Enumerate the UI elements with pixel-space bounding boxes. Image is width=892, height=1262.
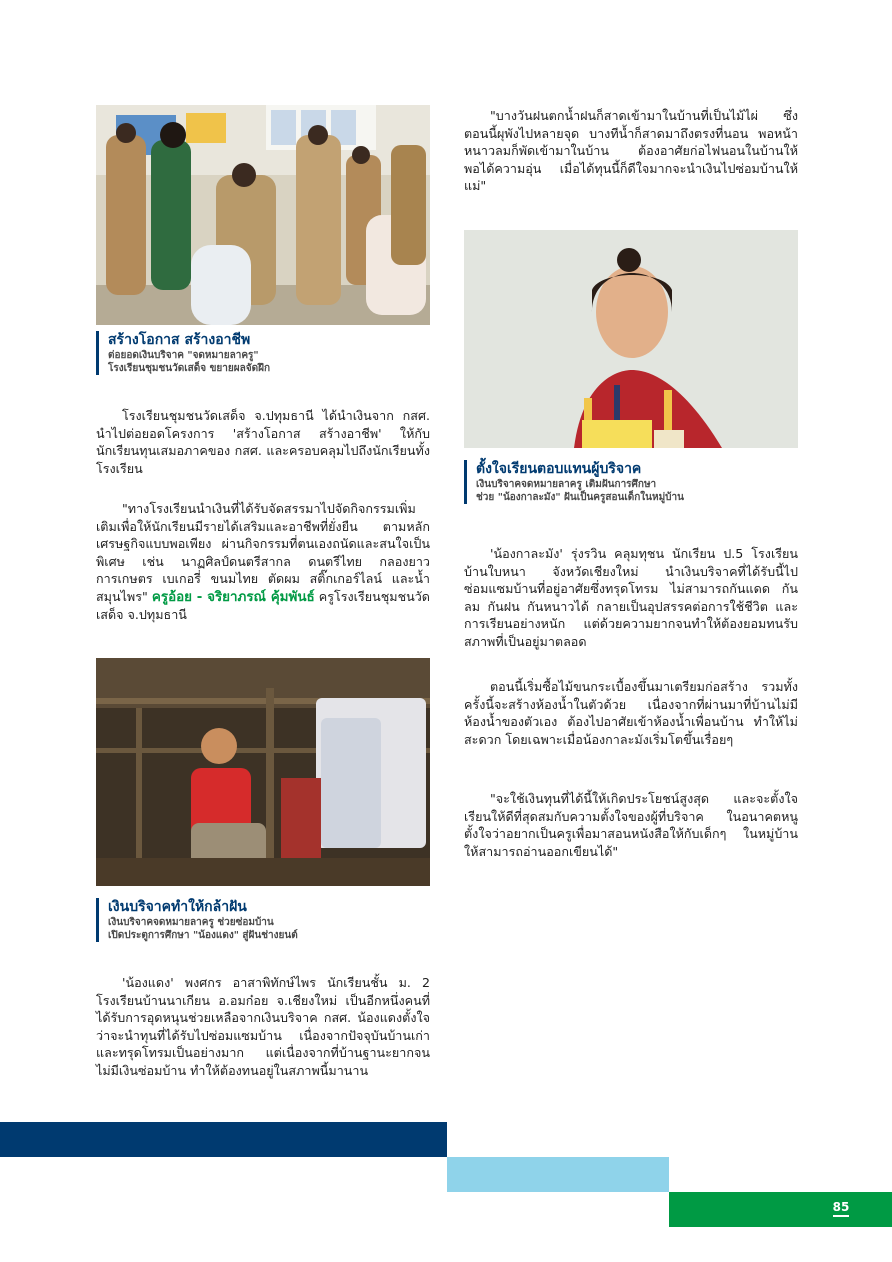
caption-subtitle-line2: ช่วย "น้องกาละมัง" ฝันเป็นครูสอนเด็กในหมู่บ้าน <box>476 492 684 503</box>
paragraph-nong-daeng: 'น้องแดง' พงศกร อาสาพิทักษ์ไพร นักเรียนชั้น ม. 2 โรงเรียนบ้านนาเกียน อ.อมก๋อย จ.เชียงใหม่ เป็นอีกหนึ่งคนที่ได้รับการอุดหนุนช่วยเหลือจากเงินบริจาค กสศ. น้องแดงตั้งใจว่าจะนำทุนที่ได้รับไปซ่อมแซมบ้าน เนื่องจากปัจจุบันบ้านเก่าและทรุดโทรมเป็นอย่างมาก แต่เนื่องจากที่บ้านฐานะยากจนไม่มีเงินซ่อมบ้าน ทำให้ต้องทนอยู่ในสภาพนี้มานาน <box>96 975 430 1078</box>
photo-scouts-haircut <box>96 105 430 325</box>
caption-create-opportunity <box>96 331 430 375</box>
paragraph-nong-kalamang: 'น้องกาละมัง' รุ่งรวิน คลุมทุชน นักเรียน ป.5 โรงเรียนบ้านใบหนา จังหวัดเชียงใหม่ นำเงินบริจาคที่ได้รับนี้ไปซ่อมแซมบ้านที่อยู่อาศัยซึ่งทรุดโทรม ไม่สามารถกันแดด กันลม กันฝน กันหนาวได้ กลายเป็นอุปสรรคต่อการใช้ชีวิต และการเรียนอย่างหนัก แต่ด้วยความยากจนทำให้ต้องยอมทนรับสภาพที่เป็นอยู่มาตลอด <box>464 546 798 649</box>
teacher-quote-text: "ทางโรงเรียนนำเงินที่ได้รับจัดสรรมาไปจัดกิจกรรมเพิ่มเติมเพื่อให้นักเรียนมีรายได้เสริมและอาชีพที่ยั่งยืน ตามหลักเศรษฐกิจแบบพอเพียง ผ่านกิจกรรมที่ตนเองถนัดและสนใจเป็นพิเศษ เช่น นาฏศิลป์ดนตรีสากล ดนตรีไทย กลองยาว การเกษตร เบเกอรี่ ขนมไทย ตัดผม สติ๊กเกอร์ไลน์ และน้ำสมุนไพร" <box>96 501 430 604</box>
caption-title: เงินบริจาคทำให้กล้าฝัน <box>108 899 247 915</box>
photo-girl-red-dress <box>464 230 798 448</box>
footer-navy-bar <box>0 1122 447 1157</box>
caption-subtitle-line2: โรงเรียนชุมชนวัดเสด็จ ขยายผลจัดฝึก <box>108 363 271 374</box>
caption-subtitle-line1: เงินบริจาคจดหมายลาครู เติมฝันการศึกษา <box>476 479 657 490</box>
footer-light-blue-bar <box>447 1157 669 1192</box>
caption-title: ตั้งใจเรียนตอบแทนผู้บริจาค <box>476 461 642 477</box>
paragraph-future-teacher: "จะใช้เงินทุนที่ได้นี้ให้เกิดประโยชน์สูงสุด และจะตั้งใจเรียนให้ดีที่สุดสมกับความตั้งใจของผู้ที่บริจาค ในอนาคตหนูตั้งใจว่าอยากเป็นครูเพื่อมาสอนหนังสือให้กับเด็กๆ ในหมู่บ้านให้สามารถอ่านออกเขียนได้" <box>464 791 798 859</box>
teacher-name: ครูอ้อย - จริยาภรณ์ คุ้มพันธ์ <box>151 589 315 605</box>
caption-subtitle-line1: ต่อยอดเงินบริจาค "จดหมายลาครู" <box>108 350 259 361</box>
paragraph-building-bathroom: ตอนนี้เริ่มซื้อไม้ขนกระเบื้องขึ้นมาเตรียมก่อสร้าง รวมทั้งครั้งนี้จะสร้างห้องน้ำในตัวด้วย เนื่องจากที่ผ่านมาที่บ้านไม่มีห้องน้ำของตัวเอง ต้องไปอาศัยเข้าห้องน้ำเพื่อนบ้าน ทำให้ไม่สะดวก โดยเฉพาะเมื่อน้องกาละมังเริ่มโตขึ้นเรื่อยๆ <box>464 679 798 747</box>
page-number <box>820 1200 862 1217</box>
caption-subtitle-line1: เงินบริจาคจดหมายลาครู ช่วยซ่อมบ้าน <box>108 917 274 928</box>
photo-boy-clothes <box>96 658 430 886</box>
caption-title: สร้างโอกาส สร้างอาชีพ <box>108 332 251 348</box>
caption-subtitle-line2: เปิดประตูการศึกษา "น้องแดง" สู่ฝันช่างยนต์ <box>108 930 298 941</box>
paragraph-school-project: โรงเรียนชุมชนวัดเสด็จ จ.ปทุมธานี ได้นำเงินจาก กสศ. นำไปต่อยอดโครงการ 'สร้างโอกาส สร้างอาชีพ' ให้กับนักเรียนทุนเสมอภาคของ กสศ. และครอบคลุมไปถึงนักเรียนทั้งโรงเรียน <box>96 408 430 476</box>
paragraph-rain-quote: "บางวันฝนตกน้ำฝนก็สาดเข้ามาในบ้านที่เป็นไม้ไผ่ ซึ่งตอนนี้ผุพังไปหลายจุด บางทีน้ำก็สาดมาถึงตรงที่นอน พอหน้าหนาวลมก็พัดเข้ามาในบ้าน ต้องอาศัยก่อไฟนอนในบ้านให้พอได้ความอุ่น เมื่อได้ทุนนี้ก็ดีใจมากจะนำเงินไปซ่อมบ้านให้แม่" <box>464 108 798 193</box>
page-number-text: 85 <box>833 1201 850 1217</box>
caption-dare-to-dream <box>96 898 430 942</box>
paragraph-teacher-quote <box>96 500 430 624</box>
caption-study-hard <box>464 460 798 504</box>
teacher-affiliation: ครูโรงเรียนชุมชนวัดเสด็จ จ.ปทุมธานี <box>96 588 430 622</box>
